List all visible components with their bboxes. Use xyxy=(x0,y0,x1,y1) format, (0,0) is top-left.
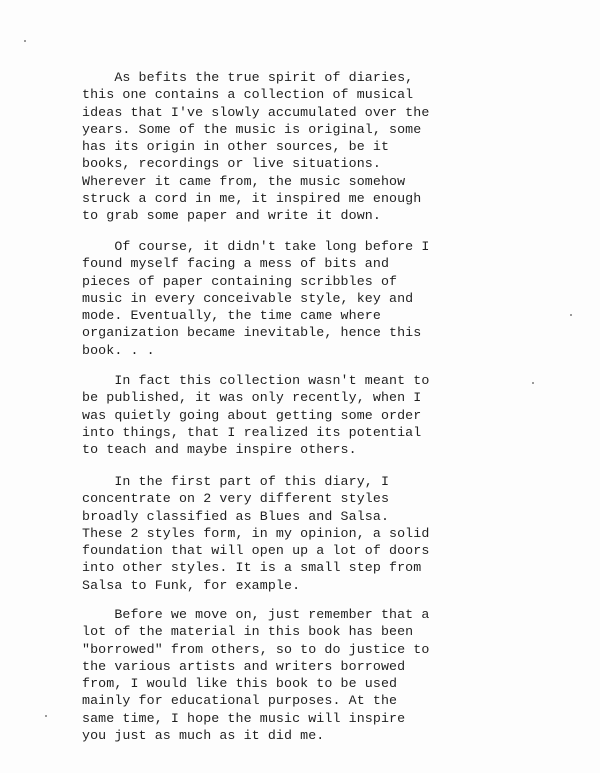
scan-speck xyxy=(532,382,534,384)
scan-speck xyxy=(570,314,572,316)
paragraph-styles: In the first part of this diary, I concentrate on 2 very different styles broadly classified as Blues and Salsa. These 2 styles form, in my opinion, a solid foundation that will open up a lot of doors into other styles. It is a small step from Salsa to Funk, for example. xyxy=(82,474,430,593)
scan-speck xyxy=(45,715,47,717)
paragraph-diaries-intro: As befits the true spirit of diaries, this one contains a collection of musical ideas that I've slowly accumulated over the years. Some of the music is original, some has its origin in other sources, be it books, recordings or live situations. Wherever it came from, the music somehow struck a cord in me, it inspired me enough to grab some paper and write it down. xyxy=(82,70,430,224)
paragraph-organization: Of course, it didn't take long before I found myself facing a mess of bits and pieces of paper containing scribbles of music in every conceivable style, key and mode. Eventually, the time came where organization became inevitable, hence this book. . . xyxy=(82,239,430,358)
scan-speck xyxy=(24,40,26,42)
paragraph-publication: In fact this collection wasn't meant to be published, it was only recently, when I was quietly going about getting some order into things, that I realized its potential to teach and maybe inspire others. xyxy=(82,373,430,458)
paragraph-borrowed-material: Before we move on, just remember that a lot of the material in this book has been "borrowed" from others, so to do justice to the various artists and writers borrowed from, I would like this book to be used mainly for educational purposes. At the same time, I hope the music will inspire you just as much as it did me. xyxy=(82,607,430,744)
